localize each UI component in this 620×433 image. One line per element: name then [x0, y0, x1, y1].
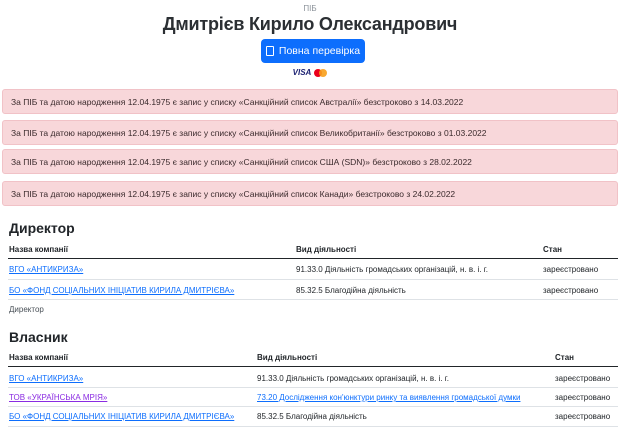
document-icon [266, 46, 274, 56]
column-header-company: Назва компанії [9, 245, 68, 254]
activity-cell: 85.32.5 Благодійна діяльність [296, 286, 406, 295]
row-divider [8, 387, 618, 388]
sanction-alert: За ПІБ та датою народження 12.04.1975 є запис у списку «Санкційний список США (SDN)» безстроково з 28.02.2022 [2, 149, 618, 174]
table-header-divider [8, 366, 618, 367]
pib-label: ПІБ [303, 4, 317, 13]
row-divider [8, 299, 618, 300]
status-cell: зареєстровано [543, 286, 599, 295]
activity-link[interactable]: 73.20 Дослідження кон'юнктури ринку та виявлення громадської думки [257, 393, 521, 402]
mastercard-icon [314, 69, 327, 77]
row-divider [8, 406, 618, 407]
column-header-activity: Вид діяльності [296, 245, 357, 254]
director-section-title: Директор [9, 220, 75, 236]
column-header-activity: Вид діяльності [257, 353, 318, 362]
company-link[interactable]: ТОВ «УКРАЇНСЬКА МРІЯ» [9, 393, 108, 402]
table-header-divider [8, 258, 618, 259]
status-cell: зареєстровано [555, 393, 611, 402]
row-divider [8, 279, 618, 280]
full-check-button-label: Повна перевірка [278, 45, 361, 57]
row-divider [8, 426, 618, 427]
status-cell: зареєстровано [555, 412, 611, 421]
activity-cell: 91.33.0 Діяльність громадських організацій, н. в. і. г. [296, 265, 488, 274]
visa-logo: VISA [292, 68, 312, 77]
company-link[interactable]: БО «ФОНД СОЦІАЛЬНИХ ІНІЦІАТИВ КИРИЛА ДМИТРІЄВА» [9, 412, 235, 421]
company-link[interactable]: ВГО «АНТИКРИЗА» [9, 265, 84, 274]
column-header-status: Стан [555, 353, 574, 362]
status-cell: зареєстровано [543, 265, 599, 274]
sanction-alert: За ПІБ та датою народження 12.04.1975 є запис у списку «Санкційний список Канади» безстроково з 24.02.2022 [2, 181, 618, 206]
sanction-alert: За ПІБ та датою народження 12.04.1975 є запис у списку «Санкційний список Великобританії» безстроково з 01.03.2022 [2, 120, 618, 145]
status-cell: зареєстровано [555, 374, 611, 383]
person-name: Дмитрієв Кирило Олександрович [162, 14, 458, 34]
activity-cell: 91.33.0 Діяльність громадських організацій, н. в. і. г. [257, 374, 449, 383]
company-link[interactable]: БО «ФОНД СОЦІАЛЬНИХ ІНІЦІАТИВ КИРИЛА ДМИТРІЄВА» [9, 286, 235, 295]
activity-cell: 85.32.5 Благодійна діяльність [257, 412, 367, 421]
company-link[interactable]: ВГО «АНТИКРИЗА» [9, 374, 84, 383]
sanction-alert: За ПІБ та датою народження 12.04.1975 є запис у списку «Санкційний список Австралії» безстроково з 14.03.2022 [2, 89, 618, 114]
owner-section-title: Власник [9, 329, 68, 345]
role-note: Директор [9, 305, 44, 314]
column-header-company: Назва компанії [9, 353, 68, 362]
payment-logos [0, 68, 620, 77]
column-header-status: Стан [543, 245, 562, 254]
full-check-button[interactable] [261, 39, 365, 63]
